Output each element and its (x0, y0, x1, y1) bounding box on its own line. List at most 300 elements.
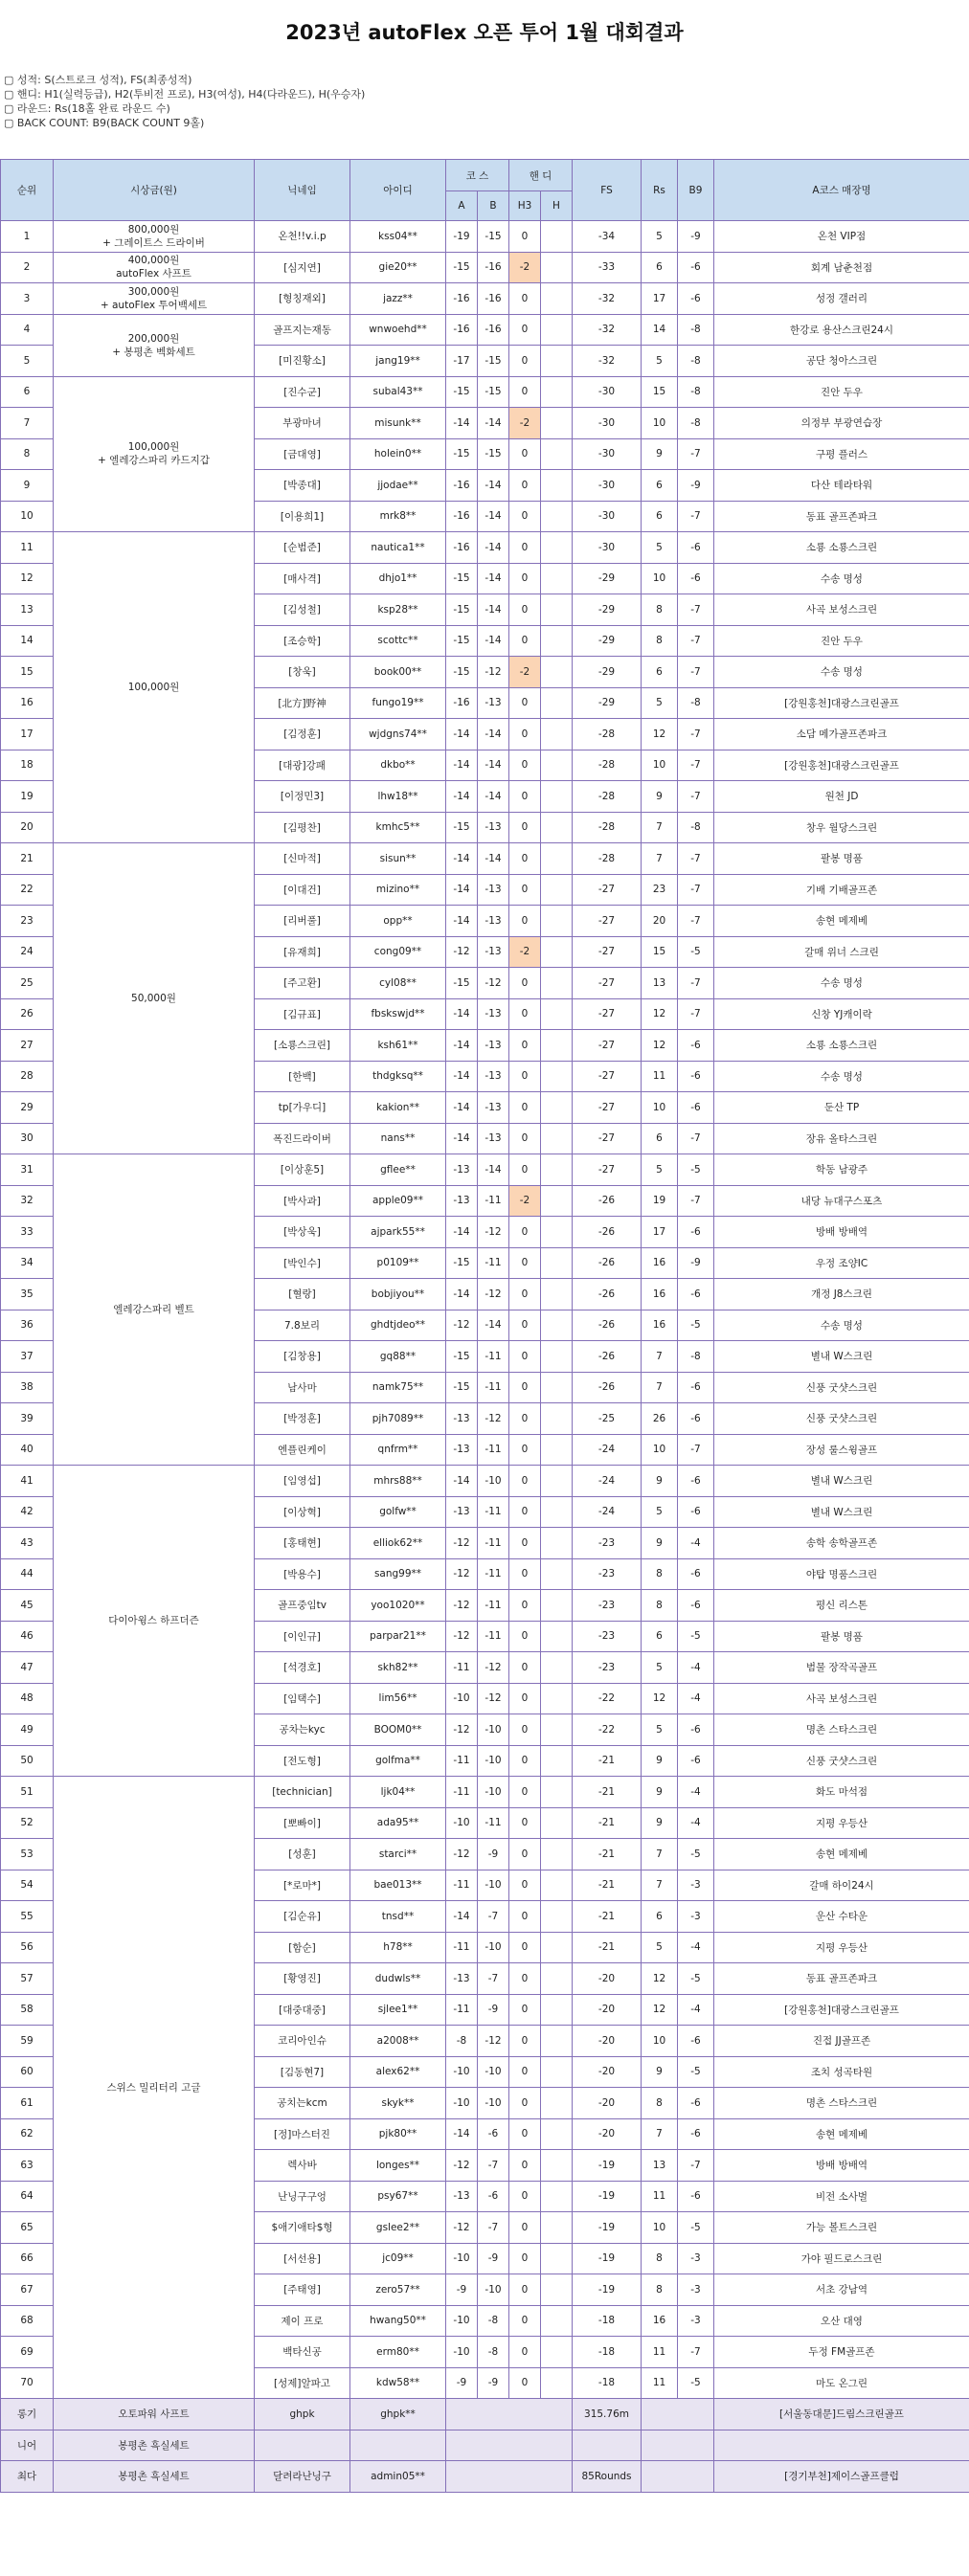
h-cell (541, 2181, 573, 2212)
course-b-cell: -15 (478, 438, 509, 470)
table-row (1, 376, 969, 408)
id-cell: cyl08** (350, 968, 446, 999)
h-cell (541, 1807, 573, 1839)
h-cell (541, 968, 573, 999)
h3-cell: 0 (509, 1652, 541, 1684)
id-cell: ksp28** (350, 594, 446, 626)
col-h: H (541, 191, 573, 221)
nickname-cell: 코리아인슈 (255, 2026, 350, 2057)
rs-cell: 6 (642, 1901, 678, 1933)
rank-cell: 1 (1, 221, 54, 253)
rs-cell: 26 (642, 1403, 678, 1435)
id-cell: ada95** (350, 1807, 446, 1839)
fs-cell: -19 (573, 2274, 642, 2306)
h3-cell: 0 (509, 2150, 541, 2182)
rs-cell: 10 (642, 2212, 678, 2244)
table-row (1, 1777, 969, 1808)
rs-cell: 17 (642, 1217, 678, 1248)
col-prize: 시상금(원) (54, 160, 255, 221)
fs-cell: -20 (573, 2056, 642, 2088)
id-cell: fbskswjd** (350, 998, 446, 1030)
fs-cell: -30 (573, 376, 642, 408)
id-cell: ljk04** (350, 1777, 446, 1808)
nickname-cell: [한백] (255, 1061, 350, 1092)
store-cell: 범물 장작곡골프 (714, 1652, 969, 1684)
fs-cell: -19 (573, 2181, 642, 2212)
store-cell: 장성 룰스윙골프 (714, 1434, 969, 1466)
b9-cell: -6 (678, 563, 714, 594)
h3-cell: -2 (509, 408, 541, 439)
rank-cell: 57 (1, 1963, 54, 1995)
rs-cell: 10 (642, 1092, 678, 1124)
course-a-cell: -10 (446, 2337, 478, 2368)
h3-cell: 0 (509, 2118, 541, 2150)
fs-cell: -23 (573, 1528, 642, 1559)
nickname-cell: [심지연] (255, 252, 350, 283)
course-a-cell: -9 (446, 2367, 478, 2399)
course-b-cell: -13 (478, 936, 509, 968)
col-course: 코 스 (446, 160, 509, 191)
store-cell: 가야 필드로스크린 (714, 2243, 969, 2274)
fs-cell: -26 (573, 1372, 642, 1403)
nickname-cell: [김정훈] (255, 719, 350, 750)
store-cell: 진안 두우 (714, 376, 969, 408)
nickname-cell: [순범준] (255, 532, 350, 564)
course-b-cell: -11 (478, 1247, 509, 1279)
h3-cell: 0 (509, 1777, 541, 1808)
prize-cell: 300,000원 + autoFlex 투어백세트 (54, 283, 255, 315)
h3-cell: 0 (509, 1434, 541, 1466)
nickname-cell: [미진황소] (255, 346, 350, 377)
h-cell (541, 1621, 573, 1652)
h-cell (541, 1154, 573, 1186)
h-cell (541, 1092, 573, 1124)
store-cell: 비전 소사벌 (714, 2181, 969, 2212)
course-a-cell: -14 (446, 1279, 478, 1310)
id-cell: bobjiyou** (350, 1279, 446, 1310)
store-cell: 송학 송학골프존 (714, 1528, 969, 1559)
fs-cell: -27 (573, 998, 642, 1030)
course-a-cell: -15 (446, 1341, 478, 1373)
course-b-cell: -13 (478, 1123, 509, 1154)
course-a-cell: -14 (446, 781, 478, 813)
id-cell: starci** (350, 1839, 446, 1870)
course-a-cell: -13 (446, 1496, 478, 1528)
store-cell: 소룡 소룡스크린 (714, 532, 969, 564)
id-cell: nans** (350, 1123, 446, 1154)
fs-cell: -34 (573, 221, 642, 253)
course-b-cell: -12 (478, 1279, 509, 1310)
h3-cell: 0 (509, 1341, 541, 1373)
fs-cell: -29 (573, 563, 642, 594)
nickname-cell: [박정훈] (255, 1403, 350, 1435)
rank-cell: 15 (1, 657, 54, 688)
rs-cell: 12 (642, 1994, 678, 2026)
h3-cell: 0 (509, 719, 541, 750)
rs-cell: 6 (642, 1621, 678, 1652)
h3-cell: 0 (509, 2337, 541, 2368)
rs-cell: 8 (642, 2274, 678, 2306)
h-cell (541, 812, 573, 843)
course-a-cell: -15 (446, 563, 478, 594)
col-handicap: 핸 디 (509, 160, 573, 191)
course-b-cell: -9 (478, 1839, 509, 1870)
fs-cell: -21 (573, 1807, 642, 1839)
id-cell: sang99** (350, 1558, 446, 1590)
b9-cell: -7 (678, 594, 714, 626)
fs-cell: -22 (573, 1683, 642, 1714)
store-cell: 둔산 TP (714, 1092, 969, 1124)
b9-cell: -4 (678, 1652, 714, 1684)
results-table (0, 159, 969, 2493)
nickname-cell: [이인규] (255, 1621, 350, 1652)
rs-cell: 16 (642, 2305, 678, 2337)
h3-cell: 0 (509, 283, 541, 315)
award-store-cell: [경기부천]제이스골프클럽 (714, 2461, 969, 2493)
store-cell: 명촌 스타스크린 (714, 2088, 969, 2119)
store-cell: 별내 W스크린 (714, 1496, 969, 1528)
h3-cell: 0 (509, 1807, 541, 1839)
course-b-cell: -11 (478, 1496, 509, 1528)
award-prize-cell: 봉평촌 흑실세트 (54, 2430, 255, 2461)
nickname-cell: [뽀빠이] (255, 1807, 350, 1839)
store-cell: 공단 청아스크린 (714, 346, 969, 377)
course-b-cell: -9 (478, 1994, 509, 2026)
b9-cell: -6 (678, 2181, 714, 2212)
nickname-cell: 남사마 (255, 1372, 350, 1403)
course-a-cell: -14 (446, 874, 478, 906)
rank-cell: 38 (1, 1372, 54, 1403)
table-row (1, 532, 969, 564)
store-cell: 구평 플러스 (714, 438, 969, 470)
h3-cell: 0 (509, 1466, 541, 1497)
nickname-cell: [임영섭] (255, 1466, 350, 1497)
id-cell: golfma** (350, 1745, 446, 1777)
store-cell: 수송 명성 (714, 1310, 969, 1341)
empty-cell (642, 2461, 714, 2493)
fs-cell: -21 (573, 1745, 642, 1777)
store-cell: 장유 올타스크린 (714, 1123, 969, 1154)
b9-cell: -6 (678, 1030, 714, 1062)
rank-cell: 68 (1, 2305, 54, 2337)
rank-cell: 61 (1, 2088, 54, 2119)
h3-cell: 0 (509, 1621, 541, 1652)
h-cell (541, 2118, 573, 2150)
prize-cell: 스위스 밀리터리 고글 (54, 1777, 255, 2399)
id-cell: pjh7089** (350, 1403, 446, 1435)
course-b-cell: -13 (478, 874, 509, 906)
nickname-cell: [소룡스크린] (255, 1030, 350, 1062)
h-cell (541, 438, 573, 470)
rank-cell: 58 (1, 1994, 54, 2026)
nickname-cell: 폭진드라이버 (255, 1123, 350, 1154)
b9-cell: -7 (678, 2150, 714, 2182)
course-a-cell: -11 (446, 1932, 478, 1963)
course-a-cell: -16 (446, 687, 478, 719)
rs-cell: 5 (642, 1154, 678, 1186)
rank-cell: 60 (1, 2056, 54, 2088)
b9-cell: -7 (678, 1185, 714, 1217)
fs-cell: -24 (573, 1466, 642, 1497)
id-cell: jang19** (350, 346, 446, 377)
h-cell (541, 252, 573, 283)
fs-cell: -26 (573, 1310, 642, 1341)
b9-cell: -6 (678, 1061, 714, 1092)
nickname-cell: [대중대중] (255, 1994, 350, 2026)
nickname-cell: [신마적] (255, 843, 350, 875)
b9-cell: -4 (678, 1994, 714, 2026)
rank-cell: 6 (1, 376, 54, 408)
award-type-cell: 니어 (1, 2430, 54, 2461)
fs-cell: -18 (573, 2337, 642, 2368)
nickname-cell: [김순유] (255, 1901, 350, 1933)
store-cell: [강원홍천]대광스크린골프 (714, 750, 969, 781)
fs-cell: -21 (573, 1839, 642, 1870)
b9-cell: -6 (678, 1558, 714, 1590)
course-a-cell: -15 (446, 657, 478, 688)
course-b-cell: -15 (478, 221, 509, 253)
h-cell (541, 998, 573, 1030)
h-cell (541, 1434, 573, 1466)
b9-cell: -7 (678, 1123, 714, 1154)
rs-cell: 11 (642, 1061, 678, 1092)
course-a-cell: -10 (446, 2088, 478, 2119)
h3-cell: 0 (509, 1901, 541, 1933)
b9-cell: -3 (678, 1870, 714, 1901)
nickname-cell: 공치는kcm (255, 2088, 350, 2119)
course-a-cell: -13 (446, 1963, 478, 1995)
h3-cell: 0 (509, 1590, 541, 1622)
b9-cell: -7 (678, 998, 714, 1030)
b9-cell: -6 (678, 1217, 714, 1248)
rank-cell: 11 (1, 532, 54, 564)
nickname-cell: 7.8보리 (255, 1310, 350, 1341)
id-cell: subal43** (350, 376, 446, 408)
fs-cell: -19 (573, 2212, 642, 2244)
h-cell (541, 874, 573, 906)
b9-cell: -7 (678, 625, 714, 657)
store-cell: 한강로 용산스크린24시 (714, 314, 969, 346)
h3-cell: 0 (509, 998, 541, 1030)
store-cell: 방배 방배역 (714, 2150, 969, 2182)
course-a-cell: -11 (446, 1994, 478, 2026)
fs-cell: -32 (573, 346, 642, 377)
id-cell: gie20** (350, 252, 446, 283)
fs-cell: -21 (573, 1777, 642, 1808)
store-cell: 신풍 굿샷스크린 (714, 1745, 969, 1777)
course-b-cell: -16 (478, 283, 509, 315)
h-cell (541, 594, 573, 626)
course-b-cell: -14 (478, 501, 509, 532)
col-a: A (446, 191, 478, 221)
award-nickname-cell: ghpk (255, 2399, 350, 2430)
id-cell: mhrs88** (350, 1466, 446, 1497)
nickname-cell: [김성철] (255, 594, 350, 626)
col-id: 아이디 (350, 160, 446, 221)
rank-cell: 9 (1, 470, 54, 502)
h3-cell: 0 (509, 2274, 541, 2306)
rank-cell: 23 (1, 906, 54, 937)
rank-cell: 26 (1, 998, 54, 1030)
h-cell (541, 2274, 573, 2306)
rs-cell: 5 (642, 1652, 678, 1684)
nickname-cell: [성제]알파고 (255, 2367, 350, 2399)
rs-cell: 15 (642, 936, 678, 968)
h3-cell: 0 (509, 1279, 541, 1310)
b9-cell: -7 (678, 719, 714, 750)
rs-cell: 7 (642, 1870, 678, 1901)
h-cell (541, 1683, 573, 1714)
course-a-cell: -16 (446, 532, 478, 564)
course-a-cell: -14 (446, 1061, 478, 1092)
table-row (1, 843, 969, 875)
b9-cell: -6 (678, 283, 714, 315)
h3-cell: 0 (509, 874, 541, 906)
table-row (1, 221, 969, 253)
rank-cell: 24 (1, 936, 54, 968)
fs-cell: -30 (573, 408, 642, 439)
course-a-cell: -19 (446, 221, 478, 253)
b9-cell: -3 (678, 2274, 714, 2306)
course-a-cell: -13 (446, 2181, 478, 2212)
course-a-cell: -13 (446, 1434, 478, 1466)
b9-cell: -8 (678, 376, 714, 408)
nickname-cell: 렉사바 (255, 2150, 350, 2182)
h3-cell: 0 (509, 376, 541, 408)
id-cell: holein0** (350, 438, 446, 470)
h-cell (541, 2367, 573, 2399)
nickname-cell: [유재희] (255, 936, 350, 968)
rank-cell: 27 (1, 1030, 54, 1062)
h-cell (541, 1372, 573, 1403)
course-a-cell: -12 (446, 2212, 478, 2244)
course-b-cell: -8 (478, 2337, 509, 2368)
id-cell: namk75** (350, 1372, 446, 1403)
award-store-cell (714, 2430, 969, 2461)
rs-cell: 6 (642, 657, 678, 688)
store-cell: 진안 두우 (714, 625, 969, 657)
rank-cell: 50 (1, 1745, 54, 1777)
fs-cell: -29 (573, 687, 642, 719)
store-cell: 갈매 하이24시 (714, 1870, 969, 1901)
rs-cell: 7 (642, 1341, 678, 1373)
course-b-cell: -14 (478, 532, 509, 564)
prize-cell: 200,000원 + 봉평촌 벡화세트 (54, 314, 255, 376)
rs-cell: 9 (642, 1745, 678, 1777)
h3-cell: 0 (509, 1528, 541, 1559)
course-a-cell: -15 (446, 1372, 478, 1403)
rank-cell: 55 (1, 1901, 54, 1933)
course-b-cell: -6 (478, 2181, 509, 2212)
fs-cell: -26 (573, 1185, 642, 1217)
b9-cell: -6 (678, 1372, 714, 1403)
course-b-cell: -9 (478, 2243, 509, 2274)
h3-cell: 0 (509, 1496, 541, 1528)
rs-cell: 8 (642, 594, 678, 626)
fs-cell: -27 (573, 968, 642, 999)
nickname-cell: [박용수] (255, 1558, 350, 1590)
nickname-cell: [홍태현] (255, 1528, 350, 1559)
course-a-cell: -12 (446, 1310, 478, 1341)
rs-cell: 16 (642, 1310, 678, 1341)
course-b-cell: -14 (478, 1154, 509, 1186)
rank-cell: 49 (1, 1714, 54, 1746)
rs-cell: 9 (642, 781, 678, 813)
rank-cell: 3 (1, 283, 54, 315)
h-cell (541, 1403, 573, 1435)
course-b-cell: -10 (478, 1870, 509, 1901)
h3-cell: 0 (509, 438, 541, 470)
h-cell (541, 906, 573, 937)
b9-cell: -4 (678, 1528, 714, 1559)
award-value-cell (573, 2430, 642, 2461)
store-cell: 송현 메제베 (714, 2118, 969, 2150)
rs-cell: 6 (642, 1123, 678, 1154)
h3-cell: 0 (509, 1745, 541, 1777)
nickname-cell: [박종대] (255, 470, 350, 502)
h3-cell: 0 (509, 501, 541, 532)
b9-cell: -7 (678, 906, 714, 937)
store-cell: 개정 J8스크린 (714, 1279, 969, 1310)
rank-cell: 44 (1, 1558, 54, 1590)
fs-cell: -28 (573, 750, 642, 781)
course-b-cell: -6 (478, 2118, 509, 2150)
h-cell (541, 843, 573, 875)
rank-cell: 52 (1, 1807, 54, 1839)
h3-cell: 0 (509, 906, 541, 937)
fs-cell: -27 (573, 936, 642, 968)
empty-cell (642, 2399, 714, 2430)
rs-cell: 15 (642, 376, 678, 408)
rank-cell: 14 (1, 625, 54, 657)
store-cell: 화도 마석점 (714, 1777, 969, 1808)
course-b-cell: -12 (478, 1652, 509, 1684)
h-cell (541, 687, 573, 719)
rs-cell: 23 (642, 874, 678, 906)
store-cell: 진접 JJ골프존 (714, 2026, 969, 2057)
nickname-cell: [금대영] (255, 438, 350, 470)
rs-cell: 10 (642, 408, 678, 439)
fs-cell: -20 (573, 1994, 642, 2026)
course-b-cell: -8 (478, 2305, 509, 2337)
col-b9: B9 (678, 160, 714, 221)
id-cell: golfw** (350, 1496, 446, 1528)
rs-cell: 8 (642, 1558, 678, 1590)
course-a-cell: -15 (446, 625, 478, 657)
rs-cell: 10 (642, 563, 678, 594)
rs-cell: 10 (642, 1434, 678, 1466)
rs-cell: 7 (642, 2118, 678, 2150)
fs-cell: -26 (573, 1341, 642, 1373)
fs-cell: -21 (573, 1901, 642, 1933)
rank-cell: 36 (1, 1310, 54, 1341)
id-cell: mrk8** (350, 501, 446, 532)
h3-cell: -2 (509, 252, 541, 283)
id-cell: misunk** (350, 408, 446, 439)
course-a-cell: -15 (446, 1247, 478, 1279)
h3-cell: -2 (509, 1185, 541, 1217)
fs-cell: -25 (573, 1403, 642, 1435)
store-cell: 마도 온그린 (714, 2367, 969, 2399)
prize-cell: 다이아윙스 하프더즌 (54, 1466, 255, 1777)
course-b-cell: -11 (478, 1341, 509, 1373)
course-a-cell: -13 (446, 1185, 478, 1217)
b9-cell: -5 (678, 1963, 714, 1995)
course-b-cell: -10 (478, 2056, 509, 2088)
id-cell: wnwoehd** (350, 314, 446, 346)
course-b-cell: -14 (478, 750, 509, 781)
store-cell: 오산 대영 (714, 2305, 969, 2337)
